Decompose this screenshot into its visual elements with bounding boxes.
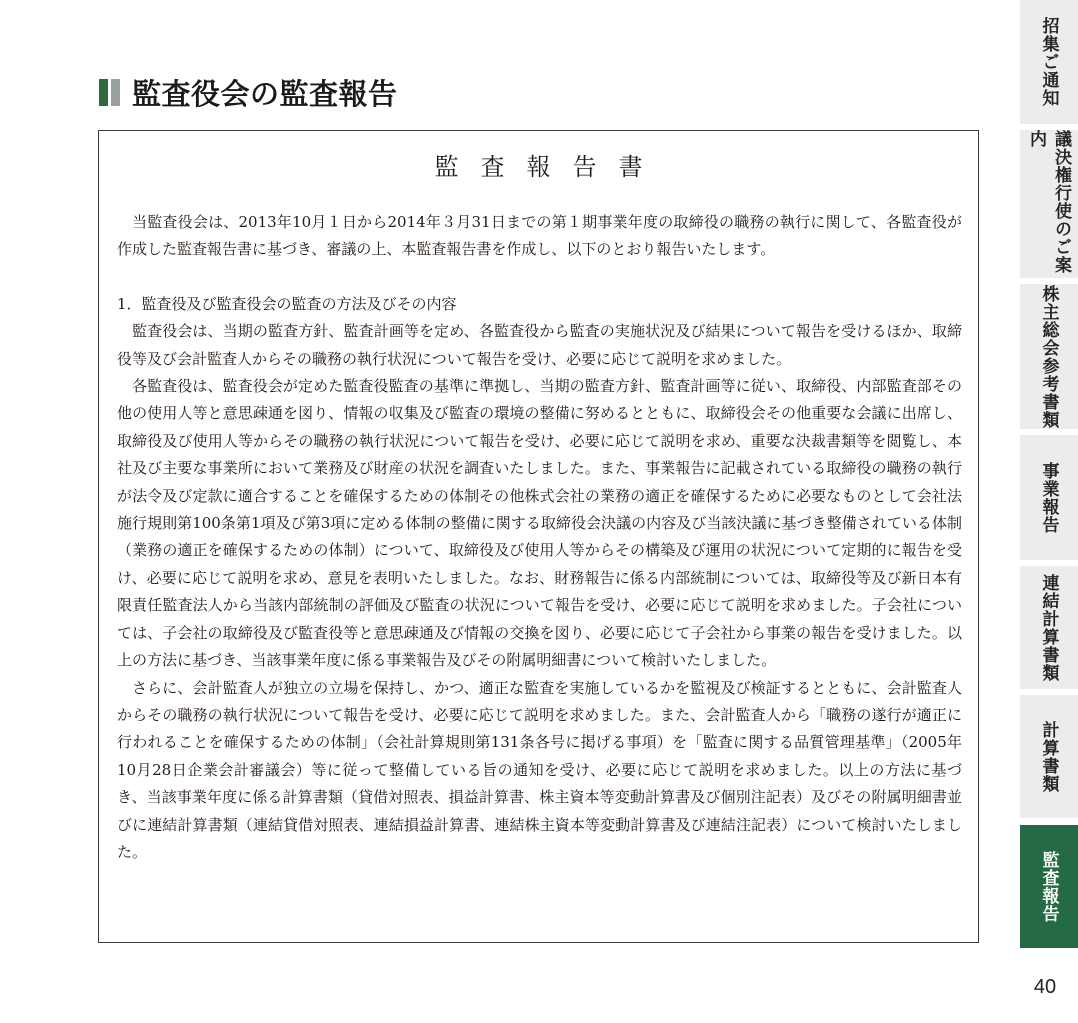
tab-audit-report[interactable]: 監査報告 <box>1020 825 1078 948</box>
document-title: 監査報告書 <box>434 153 665 181</box>
tab-voting-guide[interactable]: 議決権行使のご案内 <box>1020 130 1078 278</box>
page-title: 監査役会の監査報告 <box>132 76 398 111</box>
tab-convocation-notice[interactable]: 招集ご通知 <box>1020 0 1078 124</box>
heading-bar-light <box>111 79 120 106</box>
intro-paragraph: 当監査役会は、2013年10月１日から2014年３月31日までの第１期事業年度の取締役の職務の執行に関して、各監査役が作成した監査報告書に基づき、審議の上、本監査報告書を作成し、以下のとおり報告いたします。 <box>117 213 962 259</box>
section-heading-1: 1．監査役及び監査役会の監査の方法及びその内容 <box>117 294 457 313</box>
tab-reference-documents[interactable]: 株主総会参考書類 <box>1020 284 1078 429</box>
tab-consolidated-statements[interactable]: 連結計算書類 <box>1020 566 1078 689</box>
heading-bar-dark <box>99 79 108 106</box>
section-heading <box>99 72 398 112</box>
body-paragraph: さらに、会計監査人が独立の立場を保持し、かつ、適正な監査を実施しているかを監視及び検証するとともに、会計監査人からその職務の執行状況について報告を受け、必要に応じて説明を求めました。また、会計監査人から「職務の遂行が適正に行われることを確保するための体制」（会社計算規則第131条各号に掲げる事項）を「監査に関する品質管理基準」（2005年10月28日企業会計審議会）等に従って整備している旨の通知を受け、必要に応じて説明を求めました。以上の方法に基づき、当該事業年度に係る計算書類（貸借対照表、損益計算書、株主資本等変動計算書及び個別注記表）及びその附属明細書並びに連結計算書類（連結貸借対照表、連結損益計算書、連結株主資本等変動計算書及び連結注記表）について検討いたしました。 <box>117 678 962 861</box>
audit-report-box <box>98 130 979 943</box>
page-number: 40 <box>1033 976 1057 998</box>
tab-financial-statements[interactable]: 計算書類 <box>1020 695 1078 818</box>
document-body <box>117 209 962 866</box>
body-paragraph: 監査役会は、当期の監査方針、監査計画等を定め、各監査役から監査の実施状況及び結果について報告を受けるほか、取締役等及び会計監査人からその職務の執行状況について報告を受け、必要に応じて説明を求めました。 <box>117 322 962 368</box>
tab-business-report[interactable]: 事業報告 <box>1020 435 1078 560</box>
body-paragraph: 各監査役は、監査役会が定めた監査役監査の基準に準拠し、当期の監査方針、監査計画等に従い、取締役、内部監査部その他の使用人等と意思疎通を図り、情報の収集及び監査の環境の整備に努めるとともに、取締役会その他重要な会議に出席し、取締役及び使用人等からその職務の執行状況について報告を受け、必要に応じて説明を求め、重要な決裁書類等を閲覧し、本社及び主要な事業所において業務及び財産の状況を調査いたしました。また、事業報告に記載されている取締役の職務の執行が法令及び定款に適合することを確保するための体制その他株式会社の業務の適正を確保するために必要なものとして会社法施行規則第100条第1項及び第3項に定める体制の整備に関する取締役会決議の内容及び当該決議に基づき整備されている体制（業務の適正を確保するための体制）について、取締役及び使用人等からその構築及び運用の状況について定期的に報告を受け、必要に応じて説明を求め、意見を表明いたしました。なお、財務報告に係る内部統制については、取締役等及び新日本有限責任監査法人から当該内部統制の評価及び監査の状況について報告を受け、必要に応じて説明を求めました。子会社については、子会社の取締役及び監査役等と意思疎通及び情報の交換を図り、必要に応じて子会社から事業の報告を受けました。以上の方法に基づき、当該事業年度に係る事業報告及びその附属明細書について検討いたしました。 <box>117 377 962 670</box>
